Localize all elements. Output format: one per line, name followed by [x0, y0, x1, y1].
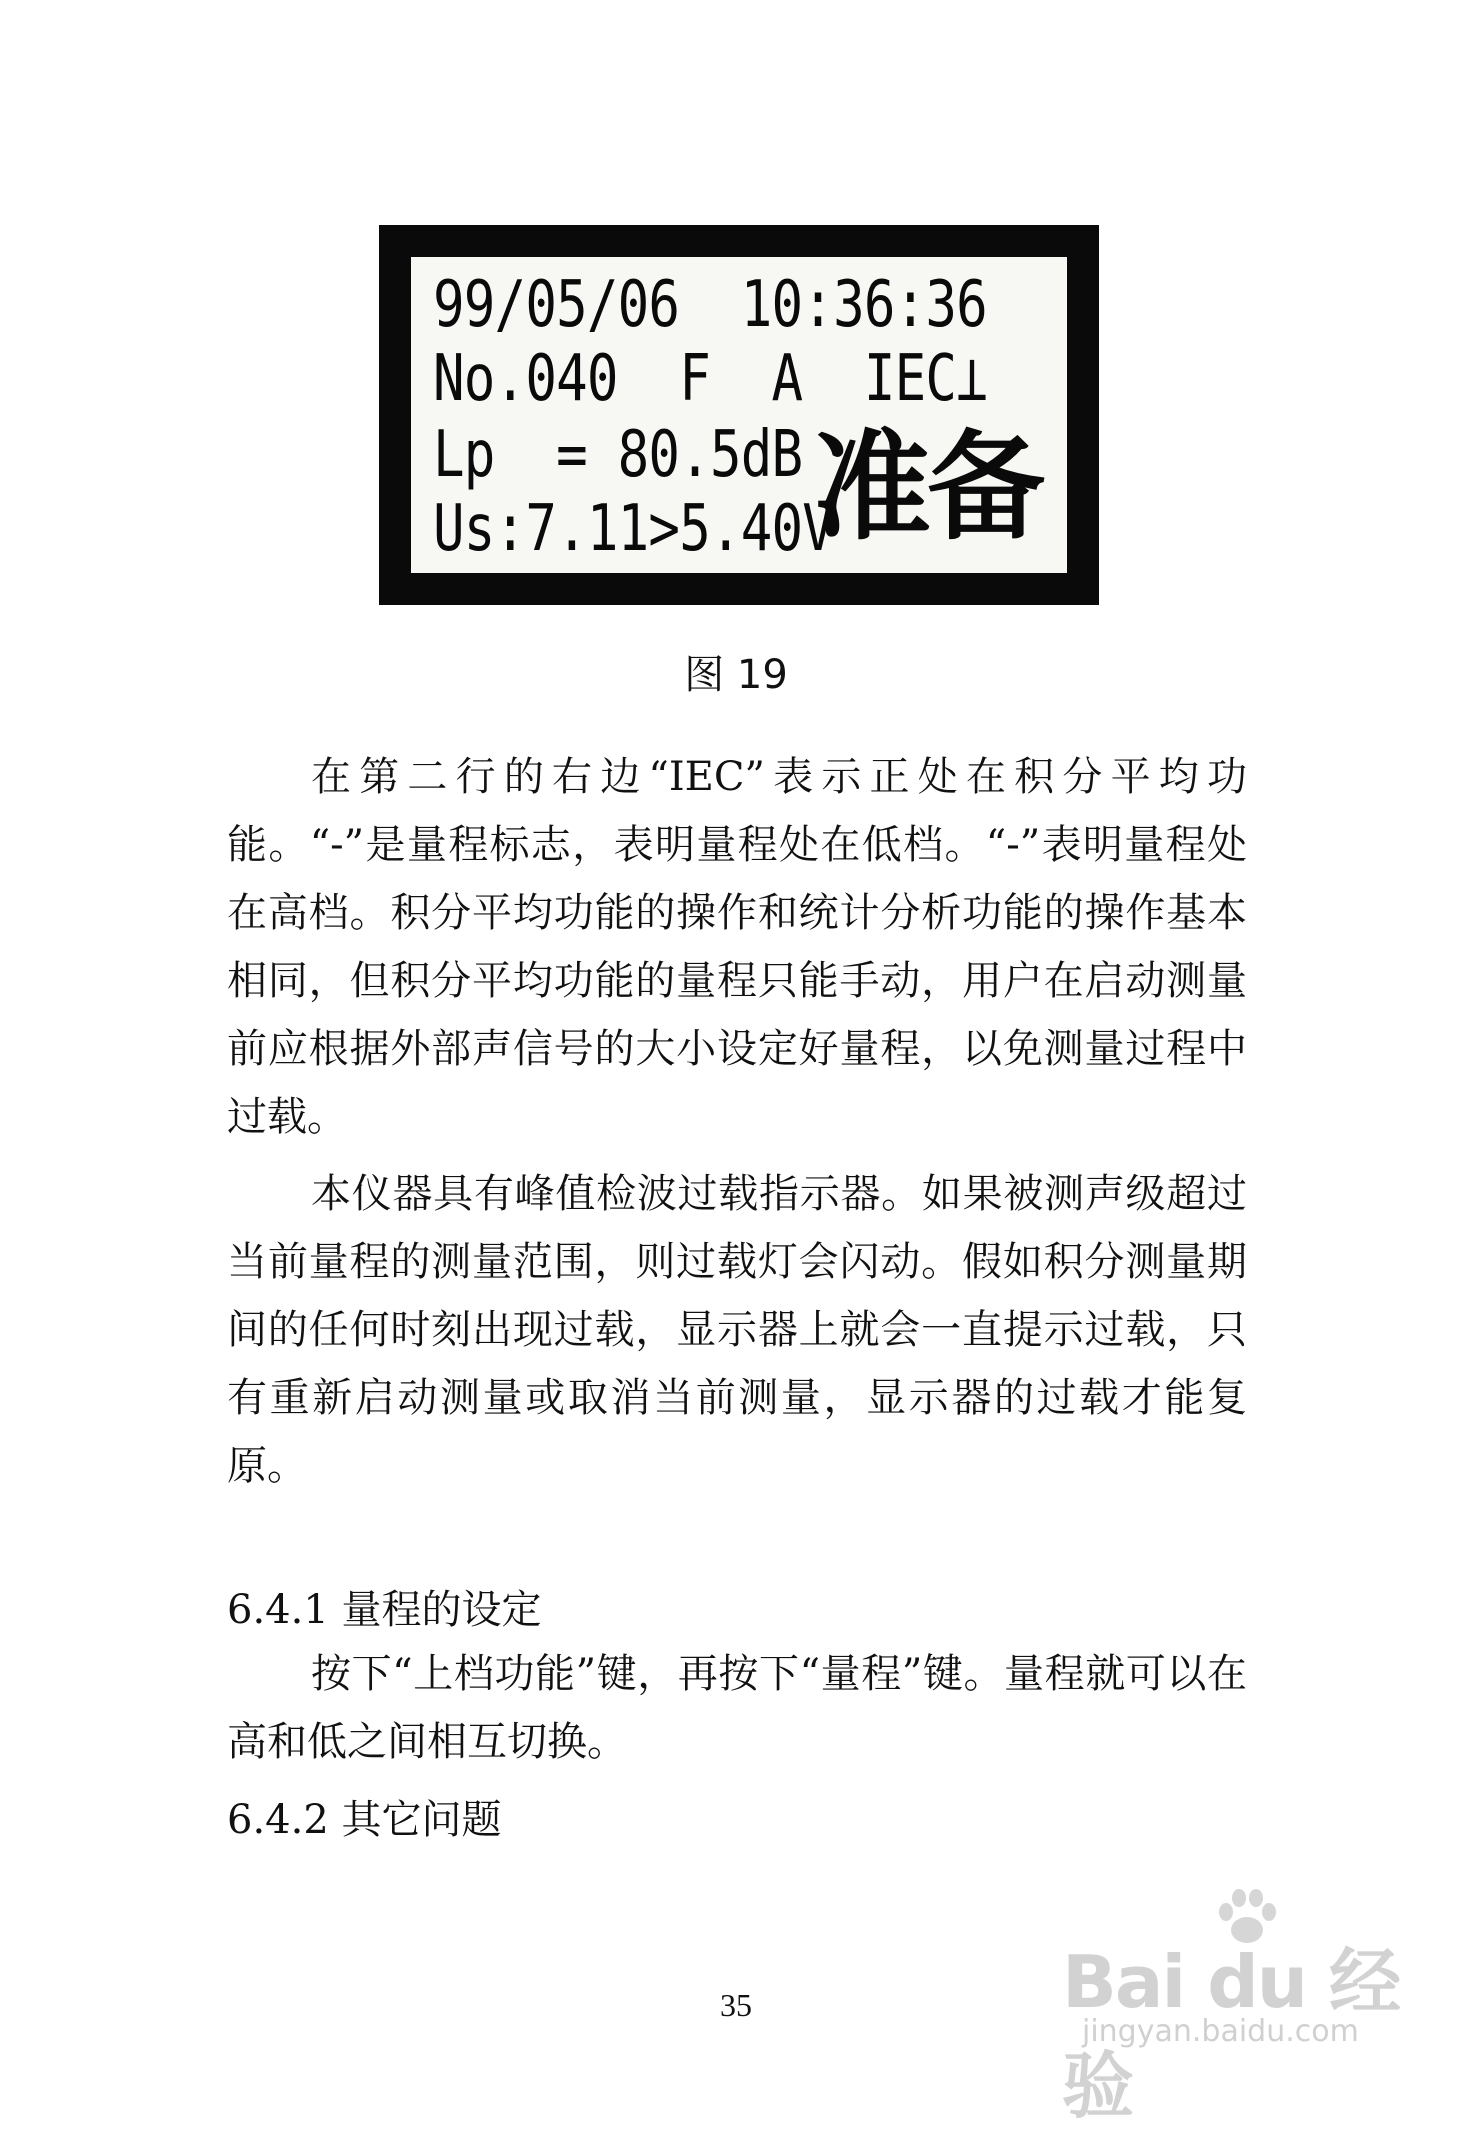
- section-heading-6-4-2: 6.4.2 其它问题: [227, 1797, 502, 1843]
- section-heading-6-4-1: 6.4.1 量程的设定: [227, 1587, 542, 1633]
- lcd-level-reading: Lp = 80.5dB: [433, 418, 803, 492]
- lcd-date-time: 99/05/06 10:36:36: [433, 268, 987, 342]
- lcd-voltage-reading: Us:7.11>5.40V: [433, 492, 834, 566]
- lcd-mode-line: No.040 F A IEC⊥: [433, 342, 987, 416]
- paragraph-range-setting: 按下“上档功能”键，再按下“量程”键。量程就可以在高和低之间相互切换。: [227, 1651, 1247, 1765]
- paragraph-iec-function: 在第二行的右边“IEC”表示正处在积分平均功能。“-”是量程标志，表明量程处在低档。“-”表明量程处在高档。积分平均功能的操作和统计分析功能的操作基本相同，但积分平均功能的量程只能手动，用户在启动测量前应根据外部声信号的大小设定好量程，以免测量过程中过载。: [227, 754, 1247, 1140]
- lcd-status-text: 准备: [812, 418, 1041, 556]
- lcd-display-figure: [379, 225, 1099, 605]
- paragraph-overload-indicator: 本仪器具有峰值检波过载指示器。如果被测声级超过当前量程的测量范围，则过载灯会闪动。假如积分测量期间的任何时刻出现过载，显示器上就会一直提示过载，只有重新启动测量或取消当前测量，显示器的过载才能复原。: [227, 1171, 1247, 1489]
- watermark-brand: Bai du 经验: [1062, 1940, 1400, 2128]
- page-number: 35: [720, 1987, 752, 2023]
- figure-caption: 图 19: [684, 652, 788, 698]
- baidu-jingyan-watermark: [1062, 1884, 1422, 2128]
- watermark-url: jingyan.baidu.com: [1082, 2014, 1359, 2049]
- lcd-screen: [411, 257, 1067, 573]
